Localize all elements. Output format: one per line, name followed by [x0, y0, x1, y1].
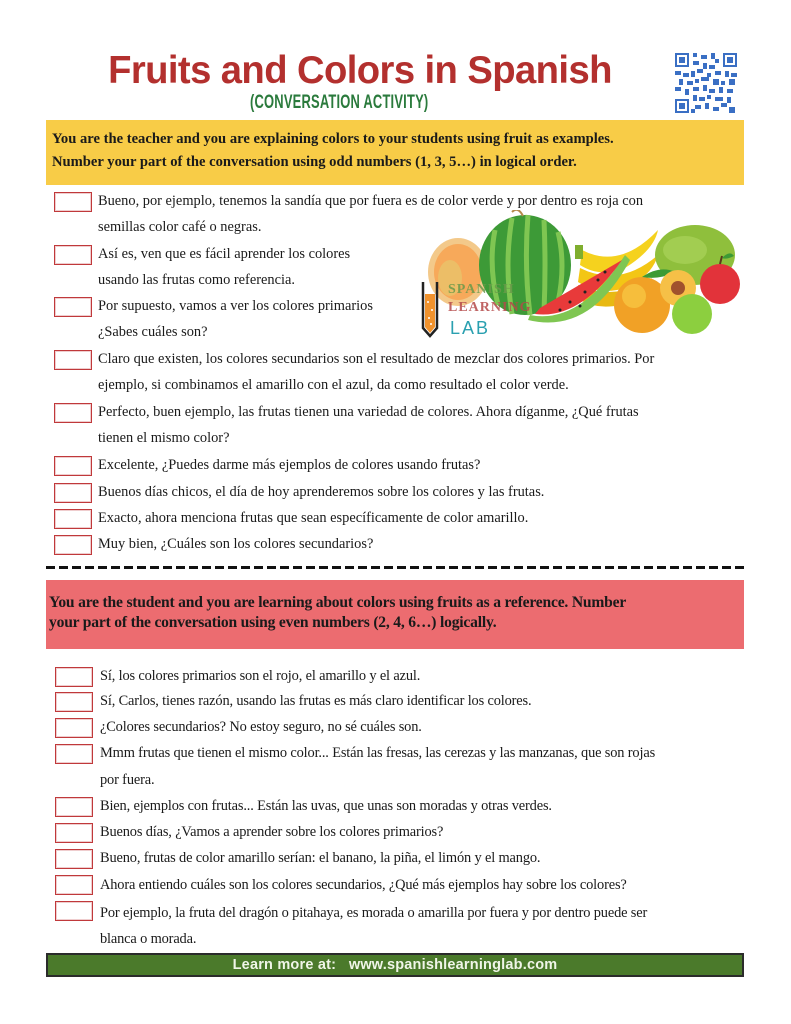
order-number-input[interactable] — [55, 875, 93, 895]
item-text: Así es, ven que es fácil aprender los colores — [98, 246, 351, 262]
order-number-input[interactable] — [54, 403, 92, 423]
item-text: Bueno, frutas de color amarillo serían: el banano, la piña, el limón y el mango. — [100, 850, 541, 866]
teacher-instructions-line-1: You are the teacher and you are explaining colors to your students using fruit as examples. — [52, 131, 614, 147]
order-number-input[interactable] — [55, 823, 93, 843]
item-text: ¿Colores secundarios? No estoy seguro, no sé cuáles son. — [100, 719, 422, 735]
qr-code-icon[interactable] — [675, 53, 737, 113]
item-text: Excelente, ¿Puedes darme más ejemplos de colores usando frutas? — [98, 457, 481, 473]
footer-banner — [46, 953, 744, 977]
order-number-input[interactable] — [54, 483, 92, 503]
item-text: semillas color café o negras. — [98, 219, 262, 235]
order-number-input[interactable] — [54, 535, 92, 555]
item-text: ¿Sabes cuáles son? — [98, 324, 208, 340]
student-instructions-line-1: You are the student and you are learning about colors using fruits as a reference. Number — [49, 594, 627, 611]
order-number-input[interactable] — [55, 849, 93, 869]
item-text: por fuera. — [100, 772, 155, 788]
logo-text-learning: LEARNING — [448, 300, 532, 315]
item-text: Bien, ejemplos con frutas... Están las uvas, que unas son moradas y otras verdes. — [100, 798, 552, 814]
logo-text-lab: LAB — [450, 318, 491, 338]
item-text: tienen el mismo color? — [98, 430, 230, 446]
order-number-input[interactable] — [54, 297, 92, 317]
footer-link[interactable]: www.spanishlearninglab.com — [348, 957, 558, 973]
item-text: usando las frutas como referencia. — [98, 272, 295, 288]
item-text: Sí, los colores primarios son el rojo, el amarillo y el azul. — [100, 668, 421, 684]
order-number-input[interactable] — [55, 692, 93, 712]
page-subtitle: (CONVERSATION ACTIVITY) — [250, 92, 429, 113]
item-text: Mmm frutas que tienen el mismo color... Están las fresas, las cerezas y las manzanas, que son rojas — [100, 745, 656, 761]
order-number-input[interactable] — [54, 509, 92, 529]
student-instructions-line-2: your part of the conversation using even numbers (2, 4, 6…) logically. — [49, 614, 497, 631]
order-number-input[interactable] — [55, 744, 93, 764]
order-number-input[interactable] — [55, 667, 93, 687]
order-number-input[interactable] — [54, 245, 92, 265]
item-text: Sí, Carlos, tienes razón, usando las frutas es más claro identificar los colores. — [100, 693, 532, 709]
logo-text-spanish: SPANISH — [448, 282, 515, 297]
order-number-input[interactable] — [54, 456, 92, 476]
order-number-input[interactable] — [55, 901, 93, 921]
order-number-input[interactable] — [54, 192, 92, 212]
order-number-input[interactable] — [55, 797, 93, 817]
item-text: Buenos días chicos, el día de hoy aprenderemos sobre los colores y las frutas. — [98, 484, 545, 500]
item-text: Ahora entiendo cuáles son los colores secundarios, ¿Qué más ejemplos hay sobre los colores? — [100, 877, 627, 893]
teacher-instructions — [46, 120, 744, 185]
page-title: Fruits and Colors in Spanish — [108, 49, 612, 92]
order-number-input[interactable] — [55, 718, 93, 738]
teacher-instructions-line-2: Number your part of the conversation using odd numbers (1, 3, 5…) in logical order. — [52, 154, 577, 170]
order-number-input[interactable] — [54, 350, 92, 370]
item-text: blanca o morada. — [100, 931, 197, 947]
footer-label: Learn more at: — [232, 957, 337, 973]
item-text: Bueno, por ejemplo, tenemos la sandía que por fuera es de color verde y por dentro es roja con — [98, 193, 644, 209]
item-text: ejemplo, si combinamos el amarillo con el azul, da como resultado el color verde. — [98, 377, 569, 393]
item-text: Muy bien, ¿Cuáles son los colores secundarios? — [98, 536, 374, 552]
item-text: Por supuesto, vamos a ver los colores primarios — [98, 298, 373, 314]
item-text: Exacto, ahora menciona frutas que sean específicamente de color amarillo. — [98, 510, 529, 526]
section-divider — [46, 566, 744, 569]
student-instructions — [46, 580, 744, 649]
item-text: Por ejemplo, la fruta del dragón o pitahaya, es morada o amarilla por fuera y por dentro puede ser — [100, 905, 648, 921]
item-text: Buenos días, ¿Vamos a aprender sobre los colores primarios? — [100, 824, 444, 840]
spanish-learning-lab-logo — [420, 280, 560, 340]
item-text: Claro que existen, los colores secundarios son el resultado de mezclar dos colores primarios. Por — [98, 351, 655, 367]
item-text: Perfecto, buen ejemplo, las frutas tienen una variedad de colores. Ahora díganme, ¿Qué frutas — [98, 404, 639, 420]
